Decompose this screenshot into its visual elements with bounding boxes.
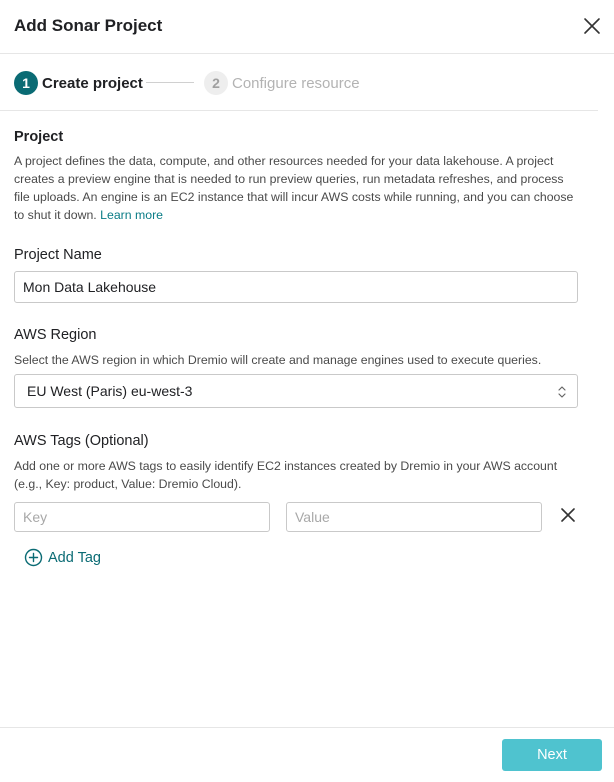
close-icon <box>558 505 578 525</box>
dialog-header <box>0 0 614 54</box>
close-icon <box>580 14 604 38</box>
step-create-project <box>14 71 143 95</box>
step-label: Configure resource <box>232 74 360 92</box>
description-text: A project defines the data, compute, and other resources needed for your data lakehouse. A project creates a preview engine that is needed to run preview queries, run metadata refreshes, and process file uploads. An engine is an EC2 instance that will incur AWS costs while running, and you can choose to shut it down. <box>14 154 574 222</box>
step-number: 2 <box>204 71 228 95</box>
project-description <box>14 152 580 224</box>
project-name-label: Project Name <box>14 247 102 263</box>
plus-circle-icon <box>24 548 43 567</box>
step-number: 1 <box>14 71 38 95</box>
aws-region-help: Select the AWS region in which Dremio will create and manage engines used to execute queries. <box>14 353 542 367</box>
tag-value-input[interactable] <box>286 502 542 532</box>
aws-region-label: AWS Region <box>14 327 97 343</box>
aws-tags-label: AWS Tags (Optional) <box>14 433 149 449</box>
add-tag-button[interactable] <box>24 548 101 567</box>
aws-region-select[interactable] <box>14 374 578 408</box>
tag-key-input[interactable] <box>14 502 270 532</box>
add-tag-label: Add Tag <box>48 549 101 566</box>
dialog-title: Add Sonar Project <box>14 16 163 35</box>
stepper <box>0 54 598 111</box>
close-button[interactable] <box>580 14 604 38</box>
section-title: Project <box>14 129 64 145</box>
step-configure-resource <box>204 71 360 95</box>
step-label: Create project <box>42 74 143 92</box>
aws-region-value: EU West (Paris) eu-west-3 <box>27 383 193 399</box>
dialog-footer <box>0 727 614 782</box>
step-divider <box>146 82 194 83</box>
learn-more-link[interactable]: Learn more <box>100 208 164 222</box>
next-button[interactable]: Next <box>502 739 602 771</box>
remove-tag-button[interactable] <box>558 505 578 525</box>
aws-tags-help: Add one or more AWS tags to easily identify EC2 instances created by Dremio in your AWS account (e.g., Key: product, Value: Dremio Cloud). <box>14 459 558 491</box>
chevron-updown-icon <box>557 385 567 399</box>
project-name-input[interactable] <box>14 271 578 303</box>
